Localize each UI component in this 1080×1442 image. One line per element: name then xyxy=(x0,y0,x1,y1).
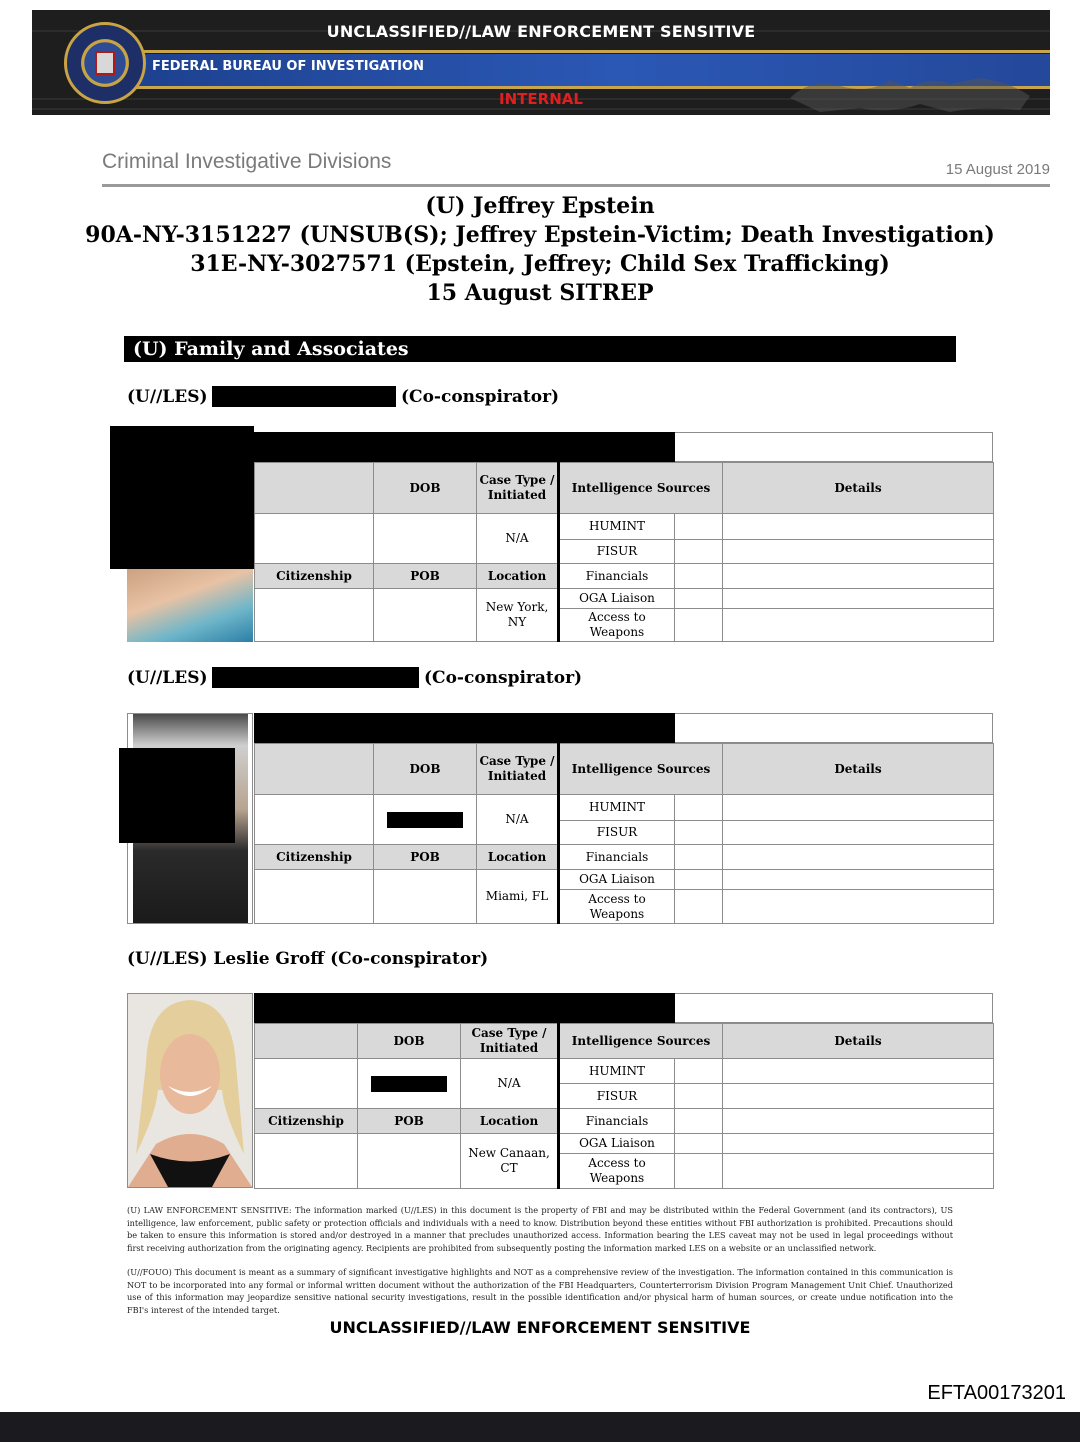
location-header: Location xyxy=(461,1109,559,1134)
person-1-prefix: (U//LES) xyxy=(127,387,208,407)
weapons-label: Access to Weapons xyxy=(559,890,675,924)
person-3-photo xyxy=(127,993,253,1188)
location-value: New York, NY xyxy=(477,589,559,642)
header-divider xyxy=(102,184,1050,187)
fisur-label: FISUR xyxy=(559,821,675,845)
person-3-heading: (U//LES) Leslie Groff (Co-conspirator) xyxy=(127,949,489,969)
report-date: 15 August 2019 xyxy=(945,161,1050,178)
oga-label: OGA Liaison xyxy=(559,1134,675,1154)
redaction-bar xyxy=(254,432,675,462)
banner-classification: UNCLASSIFIED//LAW ENFORCEMENT SENSITIVE xyxy=(326,22,756,41)
redaction-bar xyxy=(212,667,419,688)
title-sitrep: 15 August SITREP xyxy=(426,280,654,306)
case-type-header: Case Type / Initiated xyxy=(477,463,559,514)
fisur-label: FISUR xyxy=(559,540,675,564)
location-header: Location xyxy=(477,845,559,870)
les-disclaimer: (U) LAW ENFORCEMENT SENSITIVE: The information marked (U//LES) in this document is the property of FBI and may be distributed within the Federal Government (and its contractors), US intelligence, law enforcement, public safety or protection officials and individuals with a need to know. Distribution beyond these entities without FBI authorization is prohibited. Precautions should be taken to ensure this information is stored and/or destroyed in a manner that precludes unauthorized access. Information bearing the LES caveat may not be used in legal proceedings without first receiving authorization from the originating agency. Recipients are prohibited from subsequently posting the information marked LES on a website or an unclassified network. xyxy=(127,1205,953,1253)
humint-label: HUMINT xyxy=(559,514,675,540)
title-subject: (U) Jeffrey Epstein xyxy=(425,193,655,219)
case-type-header: Case Type / Initiated xyxy=(461,1024,559,1059)
financials-label: Financials xyxy=(559,564,675,589)
fisur-label: FISUR xyxy=(559,1084,675,1109)
title-case-2: 31E-NY-3027571 (Epstein, Jeffrey; Child Sex Trafficking) xyxy=(190,251,890,277)
humint-label: HUMINT xyxy=(559,795,675,821)
footer-classification: UNCLASSIFIED//LAW ENFORCEMENT SENSITIVE xyxy=(329,1318,751,1337)
pob-header: POB xyxy=(358,1109,461,1134)
details-header: Details xyxy=(723,463,994,514)
dob-header: DOB xyxy=(374,744,477,795)
document-title xyxy=(40,192,1040,308)
banner-internal-marking: INTERNAL xyxy=(499,90,583,108)
intel-sources-header: Intelligence Sources xyxy=(559,1024,723,1059)
dob-header: DOB xyxy=(358,1024,461,1059)
fouo-disclaimer: (U//FOUO) This document is meant as a summary of significant investigative highlights and NOT as a comprehensive review of the investigation. The information contained in this communication is NOT to be incorporated into any formal or informal written document without the authorization of the FBI Headquarters, Counterterrorism Division Program Management Unit Chief. Unauthorized use of this information may jeopardize sensitive national security investigations, result in the possible identification and/or physical harm of human sources, or create undue notification into the FBI's interest of the intended target. xyxy=(127,1267,953,1315)
details-header: Details xyxy=(723,744,994,795)
viewer-bottom-bar xyxy=(0,1412,1080,1442)
case-type-value: N/A xyxy=(461,1059,559,1109)
world-map-graphic xyxy=(780,58,1040,115)
classification-banner xyxy=(32,10,1050,115)
case-type-value: N/A xyxy=(477,795,559,845)
humint-label: HUMINT xyxy=(559,1059,675,1084)
dob-header: DOB xyxy=(374,463,477,514)
redaction-bar xyxy=(254,713,675,743)
weapons-label: Access to Weapons xyxy=(559,609,675,642)
location-header: Location xyxy=(477,564,559,589)
banner-agency-name: FEDERAL BUREAU OF INVESTIGATION xyxy=(152,59,424,74)
person-1-role: (Co-conspirator) xyxy=(401,387,560,407)
pob-header: POB xyxy=(374,564,477,589)
dob-redaction xyxy=(387,812,463,828)
section-heading: (U) Family and Associates xyxy=(124,336,956,362)
title-case-1: 90A-NY-3151227 (UNSUB(S); Jeffrey Epstein-Victim; Death Investigation) xyxy=(85,222,995,248)
fbi-seal-icon xyxy=(64,22,146,104)
portrait-image xyxy=(128,994,252,1187)
case-type-value: N/A xyxy=(477,514,559,564)
citizenship-header: Citizenship xyxy=(255,1109,358,1134)
details-header: Details xyxy=(723,1024,994,1059)
division-name: Criminal Investigative Divisions xyxy=(102,150,392,173)
location-value: New Canaan, CT xyxy=(461,1134,559,1189)
intel-sources-header: Intelligence Sources xyxy=(559,463,723,514)
oga-label: OGA Liaison xyxy=(559,589,675,609)
person-2-role: (Co-conspirator) xyxy=(424,668,583,688)
case-type-header: Case Type / Initiated xyxy=(477,744,559,795)
oga-label: OGA Liaison xyxy=(559,870,675,890)
financials-label: Financials xyxy=(559,845,675,870)
person-2-prefix: (U//LES) xyxy=(127,668,208,688)
redaction-bar xyxy=(254,993,675,1023)
bates-number: EFTA00173201 xyxy=(927,1382,1066,1404)
location-value: Miami, FL xyxy=(477,870,559,924)
weapons-label: Access to Weapons xyxy=(559,1154,675,1189)
intel-sources-header: Intelligence Sources xyxy=(559,744,723,795)
redaction-bar xyxy=(212,386,396,407)
citizenship-header: Citizenship xyxy=(255,845,374,870)
redaction-bar xyxy=(110,426,254,569)
citizenship-header: Citizenship xyxy=(255,564,374,589)
person-1-table xyxy=(254,432,993,642)
redaction-bar xyxy=(119,748,235,843)
financials-label: Financials xyxy=(559,1109,675,1134)
person-2-table xyxy=(254,713,993,924)
pob-header: POB xyxy=(374,845,477,870)
dob-redaction xyxy=(371,1076,447,1092)
person-3-table xyxy=(254,993,993,1188)
